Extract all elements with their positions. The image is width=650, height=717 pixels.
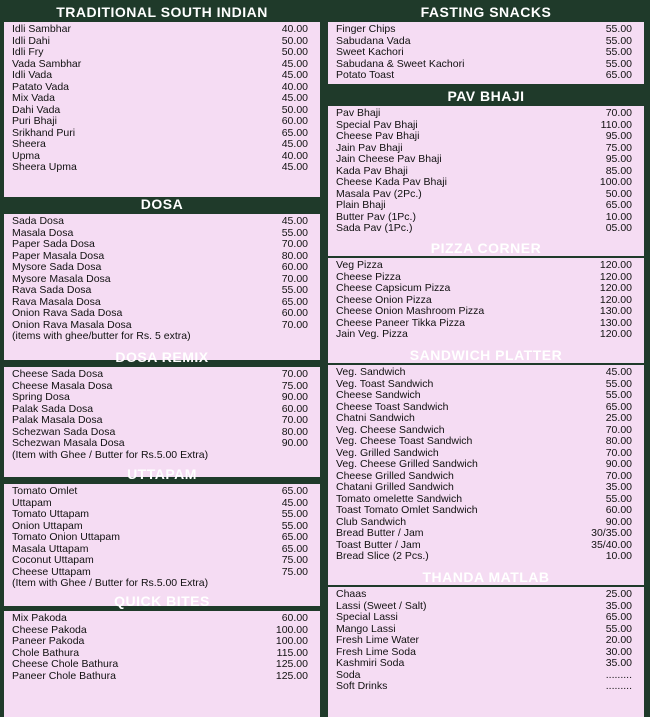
- menu-item: [4, 239, 320, 251]
- item-name: Palak Sada Dosa: [12, 402, 94, 415]
- item-price: 60.00: [281, 261, 308, 273]
- item-price: 125.00: [275, 669, 308, 682]
- item-price: 60.00: [281, 612, 308, 624]
- item-name: Sabudana Vada: [336, 34, 411, 47]
- item-price: 100.00: [275, 635, 308, 647]
- item-name: Rava Masala Dosa: [12, 295, 101, 308]
- item-name: Cheese Onion Mashroom Pizza: [336, 305, 485, 317]
- item-name: Veg. Toast Sandwich: [336, 377, 434, 390]
- item-price: 75.00: [281, 565, 308, 578]
- item-price: 25.00: [605, 412, 632, 424]
- item-name: Cheese Sandwich: [336, 389, 421, 401]
- item-price: 120.00: [599, 270, 632, 283]
- section-items: [328, 587, 644, 717]
- item-price: 55.00: [281, 284, 308, 296]
- item-price: 35.00: [605, 657, 632, 669]
- menu-item: [4, 613, 320, 625]
- item-name: Kada Pav Bhaji: [336, 164, 408, 177]
- item-name: Tomato Onion Uttapam: [12, 531, 120, 543]
- menu-item: [4, 415, 320, 427]
- item-price: 65.00: [281, 485, 308, 497]
- section-quick-bites: [4, 591, 320, 717]
- section-items: [4, 214, 320, 360]
- item-name: Mix Pakoda: [12, 612, 67, 624]
- menu-item: [4, 308, 320, 320]
- section-items: [328, 22, 644, 84]
- item-name: Chatani Grilled Sandwich: [336, 481, 454, 493]
- item-price: 45.00: [605, 366, 632, 378]
- item-name: Cheese Pav Bhaji: [336, 130, 420, 142]
- item-price: 40.00: [281, 80, 308, 93]
- section-dosa-remix: [4, 347, 320, 477]
- menu-item: [4, 139, 320, 151]
- menu-item: [4, 262, 320, 274]
- menu-item: [328, 47, 644, 59]
- section-title: DOSA: [140, 196, 184, 212]
- item-name: Sheera Upma: [12, 161, 77, 173]
- menu-item: [4, 486, 320, 498]
- menu-item: [4, 369, 320, 381]
- item-price: 55.00: [605, 23, 632, 35]
- menu-item: [328, 482, 644, 494]
- item-price: 10.00: [605, 550, 632, 562]
- section-fasting-snacks: [328, 2, 644, 84]
- menu-item: [4, 162, 320, 174]
- item-price: 90.00: [281, 437, 308, 449]
- item-name: Masala Pav (2Pc.): [336, 187, 422, 200]
- item-name: Idli Fry: [12, 46, 44, 58]
- item-price: 05.00: [605, 222, 632, 234]
- section-uttapam: [4, 464, 320, 606]
- item-name: Patato Vada: [12, 80, 70, 93]
- item-price: 45.00: [281, 57, 308, 70]
- item-price: 80.00: [281, 249, 308, 262]
- item-price: 60.00: [605, 504, 632, 516]
- item-price: 45.00: [281, 69, 308, 81]
- item-name: Palak Masala Dosa: [12, 414, 103, 426]
- item-price: 60.00: [281, 115, 308, 127]
- item-name: Toast Butter / Jam: [336, 538, 421, 551]
- item-price: 35.00: [605, 599, 632, 612]
- menu-item: [328, 589, 644, 601]
- section-title: QUICK BITES: [114, 593, 210, 609]
- section-title: SANDWICH PLATTER: [409, 347, 563, 363]
- menu-item: [4, 128, 320, 140]
- item-price: 75.00: [281, 554, 308, 566]
- item-name: Pav Bhaji: [336, 107, 381, 119]
- item-name: Srikhand Puri: [12, 126, 76, 139]
- item-name: Lassi (Sweet / Salt): [336, 599, 427, 612]
- menu-item: [4, 47, 320, 59]
- item-name: Cheese Onion Pizza: [336, 293, 432, 306]
- item-price: 95.00: [605, 130, 632, 142]
- section-title: FASTING SNACKS: [420, 4, 552, 20]
- menu-item: [4, 116, 320, 128]
- item-price: 120.00: [599, 259, 632, 271]
- menu-item: [4, 216, 320, 228]
- item-name: Cheese Toast Sandwich: [336, 400, 449, 413]
- item-name: Puri Bhaji: [12, 115, 57, 127]
- item-name: Bread Butter / Jam: [336, 527, 424, 539]
- item-name: Sheera: [12, 138, 46, 150]
- item-name: Special Pav Bhaji: [336, 118, 418, 131]
- item-name: Tomato Omlet: [12, 485, 78, 497]
- item-name: Toast Tomato Omlet Sandwich: [336, 504, 478, 516]
- menu-item: [4, 36, 320, 48]
- item-price: 120.00: [599, 328, 632, 340]
- item-name: Vada Sambhar: [12, 57, 82, 70]
- item-price: 120.00: [599, 282, 632, 294]
- item-name: Cheese Pakoda: [12, 623, 87, 636]
- item-price: 70.00: [605, 107, 632, 119]
- item-name: Idli Sambhar: [12, 23, 71, 35]
- item-price: 55.00: [605, 492, 632, 505]
- item-name: Chatni Sandwich: [336, 412, 415, 424]
- menu-item: [4, 70, 320, 82]
- item-price: 115.00: [276, 646, 308, 659]
- item-price: 45.00: [281, 161, 308, 173]
- menu-item: [328, 390, 644, 402]
- item-name: Potato Toast: [336, 69, 395, 81]
- item-name: Plain Bhaji: [336, 199, 386, 211]
- item-name: Jain Cheese Pav Bhaji: [336, 153, 442, 165]
- menu-item: [328, 528, 644, 540]
- item-name: Uttapam: [12, 496, 52, 509]
- item-price: 70.00: [281, 368, 308, 380]
- item-price: 95.00: [605, 153, 632, 165]
- item-price: 55.00: [281, 226, 308, 239]
- item-price: 65.00: [281, 531, 308, 543]
- item-name: Cheese Grilled Sandwich: [336, 469, 454, 482]
- item-price: 70.00: [605, 469, 632, 482]
- item-price: 55.00: [605, 389, 632, 401]
- item-name: Paneer Chole Bathura: [12, 669, 116, 682]
- section-items: [4, 367, 320, 477]
- item-price: 70.00: [605, 423, 632, 436]
- section-title: TRADITIONAL SOUTH INDIAN: [56, 4, 268, 20]
- item-price: 65.00: [281, 126, 308, 139]
- menu-item: [4, 24, 320, 36]
- item-price: 25.00: [605, 588, 632, 600]
- item-price: 80.00: [281, 425, 308, 438]
- item-price: 45.00: [281, 496, 308, 509]
- item-price: 130.00: [599, 305, 632, 317]
- item-price: 35.00: [605, 481, 632, 493]
- item-price: 55.00: [605, 46, 632, 58]
- item-price: 55.00: [281, 508, 308, 520]
- item-name: Jain Pav Bhaji: [336, 141, 403, 154]
- item-price: 50.00: [281, 103, 308, 116]
- item-price: 65.00: [605, 69, 632, 81]
- item-price: 55.00: [605, 377, 632, 390]
- item-name: Onion Rava Masala Dosa: [12, 318, 132, 331]
- item-name: Cheese Uttapam: [12, 565, 91, 578]
- item-name: Veg. Cheese Sandwich: [336, 423, 445, 436]
- item-price: .........: [605, 668, 632, 681]
- item-price: 100.00: [599, 176, 632, 188]
- item-name: Sabudana & Sweet Kachori: [336, 57, 465, 70]
- item-name: Schezwan Sada Dosa: [12, 425, 116, 438]
- menu-item: [328, 329, 644, 341]
- section-title: PIZZA CORNER: [430, 240, 542, 256]
- menu-item: [328, 200, 644, 212]
- item-name: Cheese Pizza: [336, 270, 401, 283]
- item-price: 50.00: [281, 46, 308, 58]
- item-price: 90.00: [281, 391, 308, 403]
- item-name: Masala Uttapam: [12, 542, 89, 555]
- item-name: Spring Dosa: [12, 391, 70, 403]
- item-name: Schezwan Masala Dosa: [12, 437, 125, 449]
- item-price: 65.00: [605, 611, 632, 623]
- item-price: 60.00: [281, 307, 308, 319]
- item-price: 70.00: [605, 446, 632, 459]
- item-name: Veg. Grilled Sandwich: [336, 446, 439, 459]
- item-name: Cheese Chole Bathura: [12, 658, 119, 670]
- menu-item: [328, 24, 644, 36]
- menu-item: [4, 285, 320, 297]
- item-price: 45.00: [281, 215, 308, 227]
- item-price: 45.00: [281, 138, 308, 150]
- item-name: Paper Masala Dosa: [12, 249, 105, 262]
- menu-item: [328, 459, 644, 471]
- menu-item: [328, 551, 644, 563]
- item-price: 55.00: [605, 34, 632, 47]
- item-name: Onion Uttapam: [12, 519, 83, 532]
- menu-item: [328, 367, 644, 379]
- menu-item: [4, 671, 320, 683]
- item-name: Cheese Kada Pav Bhaji: [336, 176, 447, 188]
- item-price: 130.00: [599, 316, 632, 329]
- menu-item: [328, 306, 644, 318]
- menu-item: [328, 108, 644, 120]
- item-name: Paneer Pakoda: [12, 635, 85, 647]
- section-note: (Item with Ghee / Butter for Rs.5.00 Extra): [12, 448, 209, 461]
- item-name: Jain Veg. Pizza: [336, 328, 408, 340]
- item-price: 50.00: [605, 187, 632, 200]
- item-price: 65.00: [605, 400, 632, 413]
- menu-item: [328, 413, 644, 425]
- item-name: Chaas: [336, 588, 367, 600]
- item-name: Cheese Masala Dosa: [12, 379, 113, 392]
- item-price: .........: [605, 680, 632, 692]
- menu-item: [4, 509, 320, 521]
- item-name: Cheese Capsicum Pizza: [336, 282, 451, 294]
- item-name: Special Lassi: [336, 611, 398, 623]
- item-price: 70.00: [281, 318, 308, 331]
- item-name: Onion Rava Sada Dosa: [12, 307, 123, 319]
- item-name: Veg. Cheese Grilled Sandwich: [336, 458, 478, 470]
- item-price: 100.00: [275, 623, 308, 636]
- item-price: 55.00: [605, 57, 632, 70]
- item-name: Paper Sada Dosa: [12, 238, 95, 250]
- item-price: 65.00: [605, 199, 632, 211]
- item-name: Tomato omelette Sandwich: [336, 492, 463, 505]
- item-name: Veg. Sandwich: [336, 366, 406, 378]
- item-name: Soda: [336, 668, 361, 681]
- item-name: Veg Pizza: [336, 259, 383, 271]
- section-title: PAV BHAJI: [447, 88, 525, 104]
- section-items: [328, 365, 644, 585]
- item-price: 85.00: [605, 164, 632, 177]
- item-price: 45.00: [281, 92, 308, 104]
- item-price: 90.00: [605, 458, 632, 470]
- menu-item: [328, 658, 644, 670]
- item-name: Idli Dahi: [12, 34, 50, 47]
- item-price: 120.00: [599, 293, 632, 306]
- item-name: Rava Sada Dosa: [12, 284, 92, 296]
- item-name: Idli Vada: [12, 69, 53, 81]
- item-name: Sada Pav (1Pc.): [336, 222, 413, 234]
- section-note: (items with ghee/butter for Rs. 5 extra): [12, 330, 191, 342]
- menu-item: [328, 635, 644, 647]
- item-name: Sweet Kachori: [336, 46, 404, 58]
- item-price: 60.00: [281, 402, 308, 415]
- item-price: 40.00: [281, 149, 308, 162]
- section-title: THANDA MATLAB: [422, 569, 550, 585]
- item-name: Mysore Sada Dosa: [12, 261, 102, 273]
- item-name: Masala Dosa: [12, 226, 74, 239]
- item-price: 65.00: [281, 542, 308, 555]
- menu-item: [4, 636, 320, 648]
- section-title: UTTAPAM: [127, 466, 197, 482]
- menu-item: [4, 392, 320, 404]
- item-name: Upma: [12, 149, 41, 162]
- section-title: DOSA REMIX: [115, 349, 209, 365]
- item-name: Chole Bathura: [12, 646, 80, 659]
- item-price: 90.00: [605, 515, 632, 528]
- item-name: Mysore Masala Dosa: [12, 272, 111, 285]
- item-name: Club Sandwich: [336, 515, 407, 528]
- section-pav-bhaji: [328, 86, 644, 256]
- menu-item: [328, 612, 644, 624]
- menu-item: [328, 681, 644, 693]
- section-items: [4, 611, 320, 717]
- menu-item: [328, 223, 644, 235]
- menu-item: [328, 131, 644, 143]
- menu-item: [328, 505, 644, 517]
- item-name: Coconut Uttapam: [12, 554, 94, 566]
- menu-item: [4, 555, 320, 567]
- item-name: Cheese Sada Dosa: [12, 368, 104, 380]
- menu-item: [328, 177, 644, 189]
- item-price: 50.00: [281, 34, 308, 47]
- section-thanda-matlab: [328, 567, 644, 717]
- item-name: Mango Lassi: [336, 622, 396, 635]
- section-items: [328, 106, 644, 256]
- item-name: Kashmiri Soda: [336, 657, 405, 669]
- menu-item: [4, 659, 320, 671]
- menu-item: [4, 93, 320, 105]
- item-price: 30/35.00: [591, 527, 632, 539]
- item-price: 70.00: [281, 272, 308, 285]
- item-price: 10.00: [605, 210, 632, 223]
- item-price: 75.00: [281, 379, 308, 392]
- item-name: Dahi Vada: [12, 103, 61, 116]
- section-items: [4, 22, 320, 197]
- item-name: Sada Dosa: [12, 215, 64, 227]
- section-note: (Item with Ghee / Butter for Rs.5.00 Extra): [12, 577, 209, 589]
- item-price: 75.00: [605, 141, 632, 154]
- item-price: 65.00: [281, 295, 308, 308]
- item-name: Finger Chips: [336, 23, 396, 35]
- menu-item: [328, 283, 644, 295]
- item-name: Soft Drinks: [336, 680, 388, 692]
- section-sandwich-platter: [328, 345, 644, 585]
- item-name: Veg. Cheese Toast Sandwich: [336, 435, 473, 447]
- item-price: 55.00: [605, 622, 632, 635]
- item-price: 35/40.00: [591, 538, 632, 551]
- item-price: 20.00: [605, 634, 632, 646]
- item-price: 110.00: [600, 118, 632, 131]
- section-items: [4, 484, 320, 606]
- item-price: 125.00: [275, 658, 308, 670]
- item-name: Cheese Paneer Tikka Pizza: [336, 316, 465, 329]
- item-name: Mix Vada: [12, 92, 55, 104]
- item-name: Tomato Uttapam: [12, 508, 90, 520]
- item-price: 80.00: [605, 435, 632, 447]
- item-price: 70.00: [281, 414, 308, 426]
- menu-item: [4, 438, 320, 450]
- menu-item: [4, 532, 320, 544]
- item-price: 40.00: [281, 23, 308, 35]
- item-price: 30.00: [605, 645, 632, 658]
- menu-item: [328, 154, 644, 166]
- menu-item: [328, 436, 644, 448]
- section-traditional-south-indian: [4, 2, 320, 197]
- item-price: 70.00: [281, 238, 308, 250]
- menu-item: [328, 70, 644, 82]
- item-price: 55.00: [281, 519, 308, 532]
- menu-item: [328, 260, 644, 272]
- item-name: Butter Pav (1Pc.): [336, 210, 416, 223]
- item-name: Fresh Lime Water: [336, 634, 420, 646]
- item-name: Fresh Lime Soda: [336, 645, 416, 658]
- section-dosa: [4, 194, 320, 360]
- item-name: Bread Slice (2 Pcs.): [336, 550, 429, 562]
